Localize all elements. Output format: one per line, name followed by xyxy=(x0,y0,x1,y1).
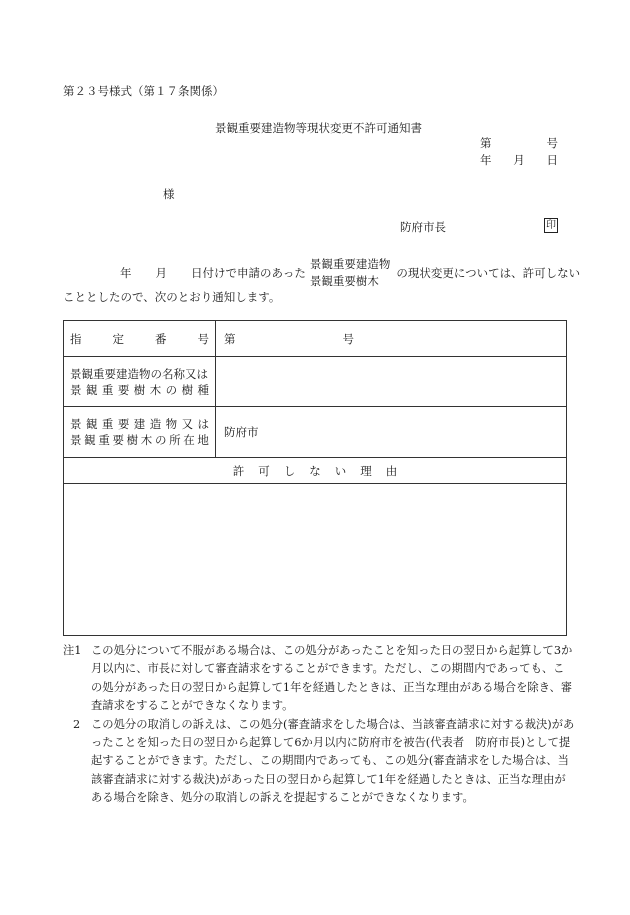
location-label-line2-char: 在 xyxy=(183,433,195,447)
name-label-line2-char: 木 xyxy=(149,382,162,397)
notice-table xyxy=(63,320,567,636)
location-label-line1-char: 建 xyxy=(133,417,146,431)
location-label-line2-char: 樹 xyxy=(126,433,139,447)
location-label-line1-char: 物 xyxy=(165,417,178,431)
note-1 xyxy=(63,642,575,716)
designation-label-char: 号 xyxy=(197,331,209,346)
note-2-text: この処分の取消しの訴えは、この処分(審査請求をした場合は、当該審査請求に対する裁決)があったことを知った日の翌日から起算して6か月以内に防府市を被告(代表者 防府市長)として提起することができます。ただし、この期間内であっても、この処分(審査請求をした場合は、当該審査請求に対する裁決)があった日の翌日から起算して1年を経過したときは、正当な理由がある場合を除き、処分の取消しの訴えを提起することができなくなります。 xyxy=(91,717,575,805)
location-label-line2-char: 所 xyxy=(169,433,181,447)
note-1-text: この処分について不服がある場合は、この処分があったことを知った日の翌日から起算して3か月以内に、市長に対して審査請求をすることができます。ただし、この期間内であっても、この処分があった日の翌日から起算して1年を経過したときは、正当な理由がある場合を除き、審査請求をすることができなくなります。 xyxy=(91,644,573,713)
location-label-line1-char: 造 xyxy=(149,417,162,431)
location-label-line2-char: 景 xyxy=(70,433,82,447)
name-label-line2-char: の xyxy=(165,382,178,397)
location-label-line1-char: 重 xyxy=(101,417,114,431)
designation-label-char: 定 xyxy=(112,331,124,346)
location-city: 防府市 xyxy=(224,425,259,439)
name-label xyxy=(64,357,216,406)
location-label-line1-char: 又 xyxy=(181,417,194,431)
designation-label-char: 指 xyxy=(70,331,82,346)
designation-label xyxy=(64,321,216,356)
body-date-text: 日付けで申請のあった xyxy=(191,266,306,280)
body-month: 月 xyxy=(155,266,167,280)
designation-label-char: 番 xyxy=(155,331,167,346)
location-label-line2-char: 要 xyxy=(112,433,124,447)
designation-row xyxy=(64,321,566,357)
body-sentence-line1 xyxy=(120,256,580,290)
name-label-line2-char: 樹 xyxy=(181,382,194,397)
name-label-line2-char: 種 xyxy=(197,382,209,397)
name-label-line2-char: 景 xyxy=(70,382,82,397)
location-label-line1-char: 要 xyxy=(117,417,130,431)
location-value xyxy=(224,407,560,457)
document-number-prefix: 第 xyxy=(480,136,492,150)
date-day: 日 xyxy=(546,153,558,167)
document-number-line xyxy=(480,135,558,151)
location-label xyxy=(64,407,216,457)
body-continuation: の現状変更については、許可しない xyxy=(396,266,581,280)
location-row xyxy=(64,407,566,458)
option-building: 景観重要建造物 xyxy=(309,257,391,271)
date-month: 月 xyxy=(513,153,525,167)
reason-header-row xyxy=(64,458,566,484)
seal-mark: 印 xyxy=(546,220,556,231)
body-sentence-line2: こととしたので、次のとおり通知します。 xyxy=(63,290,281,304)
location-label-line2-char: 観 xyxy=(84,433,96,447)
location-label-line2-char: 重 xyxy=(98,433,110,447)
location-label-line2-char: の xyxy=(154,433,167,447)
issuer-name: 防府市長 xyxy=(400,220,446,234)
name-label-line2-char: 樹 xyxy=(133,382,146,397)
subject-options xyxy=(310,256,391,290)
designation-value xyxy=(224,321,560,356)
name-label-line2-char: 観 xyxy=(85,382,98,397)
body-year: 年 xyxy=(120,266,132,280)
name-label-line2-char: 重 xyxy=(101,382,114,397)
name-label-line1: 景観重要建造物の名称又は xyxy=(70,366,208,381)
note-2 xyxy=(63,716,575,808)
location-label-line2-char: 木 xyxy=(140,433,153,447)
note-1-mark: 注1 xyxy=(63,644,82,657)
form-number-label: 第２３号様式（第１７条関係） xyxy=(63,84,224,98)
name-value xyxy=(224,357,560,406)
name-label-line2-char: 要 xyxy=(117,382,130,397)
designation-prefix: 第 xyxy=(224,331,236,346)
option-tree: 景観重要樹木 xyxy=(309,274,379,288)
reason-header: 許可しない理由 xyxy=(232,463,412,478)
location-label-line1-char: 観 xyxy=(85,417,98,431)
note-2-mark: 2 xyxy=(73,717,81,731)
date-year: 年 xyxy=(480,153,492,167)
document-title: 景観重要建造物等現状変更不許可通知書 xyxy=(215,121,422,135)
designation-suffix: 号 xyxy=(342,331,354,346)
document-number-suffix: 号 xyxy=(546,136,558,150)
name-row xyxy=(64,357,566,407)
location-label-line2-char: 地 xyxy=(197,433,209,447)
addressee-honorific: 様 xyxy=(163,187,175,201)
location-label-line1-char: は xyxy=(197,417,209,431)
location-label-line1-char: 景 xyxy=(70,417,82,431)
notes-section xyxy=(63,642,575,808)
document-date-line xyxy=(480,152,558,168)
